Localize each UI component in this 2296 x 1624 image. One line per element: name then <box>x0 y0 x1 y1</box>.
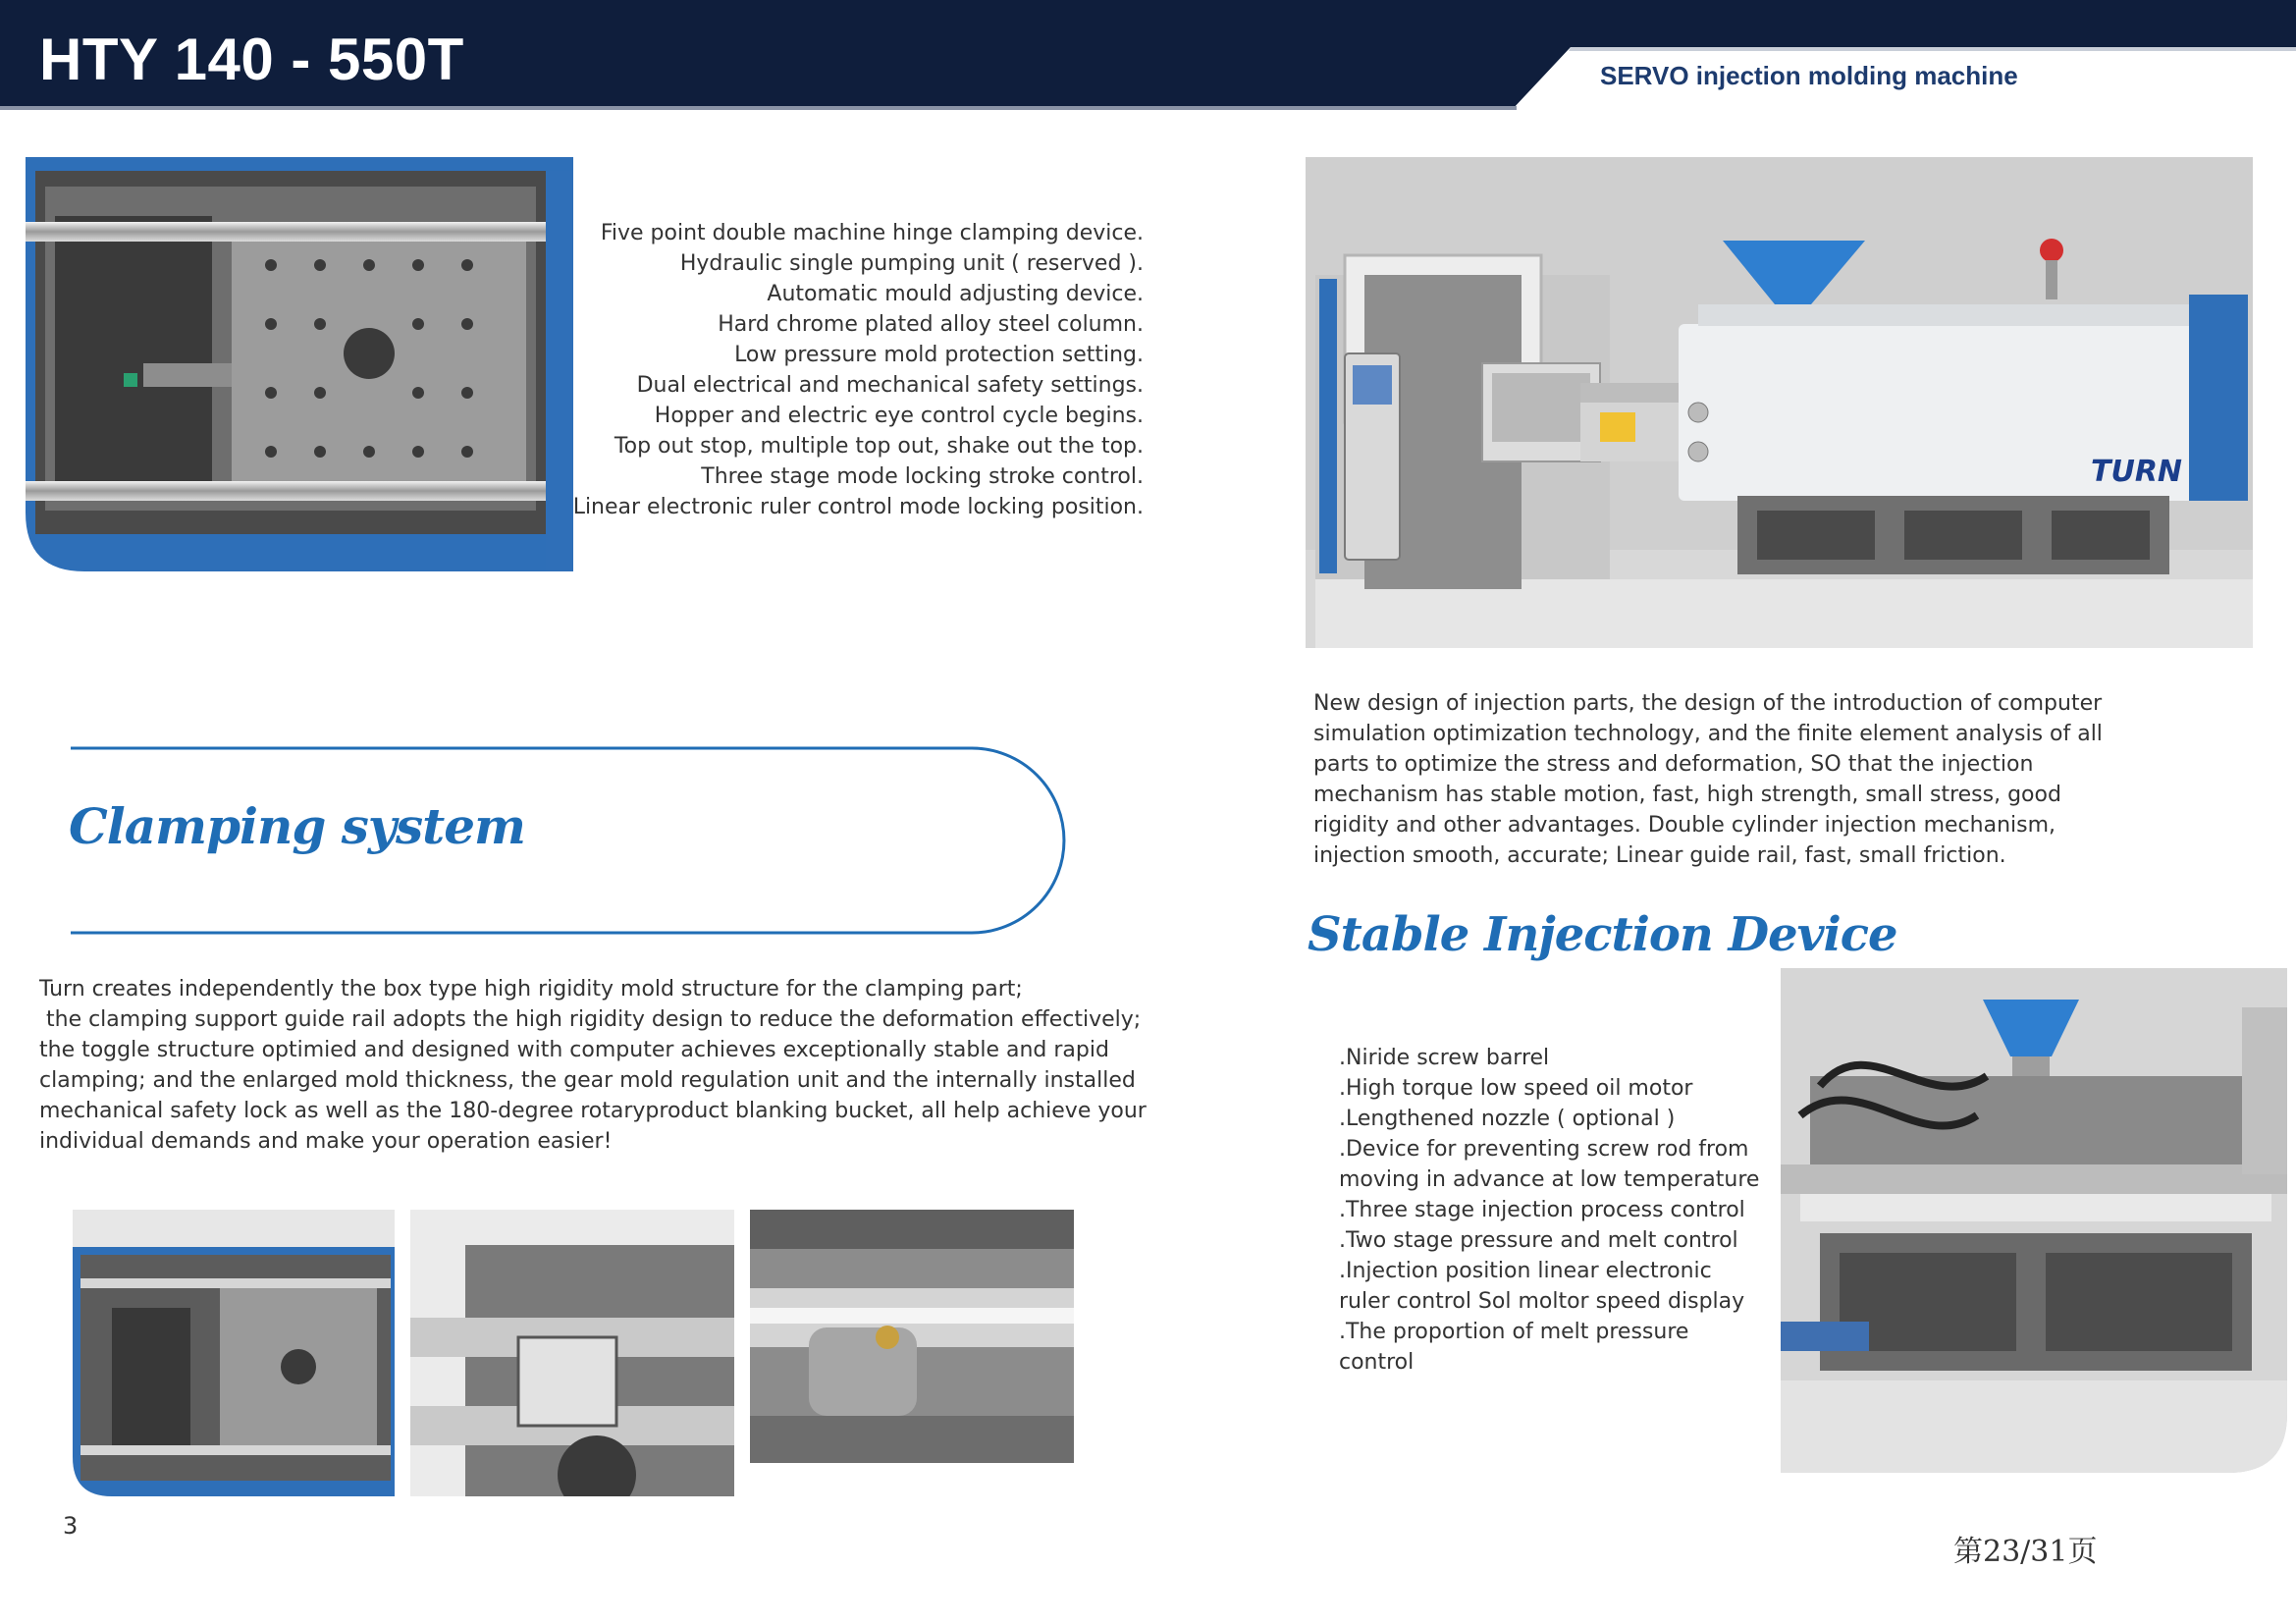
list-item: Low pressure mold protection setting. <box>734 343 1144 367</box>
injection-description <box>1313 688 2103 871</box>
list-item: .High torque low speed oil motor <box>1339 1076 1693 1101</box>
list-item: Hard chrome plated alloy steel column. <box>718 312 1144 337</box>
list-item: Linear electronic ruler control mode locking position. <box>572 495 1144 519</box>
clamping-feature-list <box>573 218 1144 522</box>
list-item: Five point double machine hinge clamping device. <box>600 221 1144 245</box>
stable-injection-heading: Stable Injection Device <box>1308 907 1897 962</box>
list-item: Hopper and electric eye control cycle begins. <box>654 404 1144 428</box>
paragraph-line: individual demands and make your operation easier! <box>39 1129 613 1154</box>
list-item: Hydraulic single pumping unit ( reserved ). <box>679 251 1144 276</box>
clamping-description <box>39 974 1147 1157</box>
toggle-detail-photo <box>73 1210 395 1496</box>
page-title: HTY 140 - 550T <box>39 27 464 92</box>
paragraph-line: parts to optimize the stress and deformation, SO that the injection <box>1313 752 2034 777</box>
page-number: 3 <box>63 1512 79 1540</box>
list-item: Dual electrical and mechanical safety settings. <box>636 373 1144 398</box>
paragraph-line: mechanical safety lock as well as the 180-degree rotaryproduct blanking bucket, all help achieve your <box>39 1099 1147 1123</box>
list-item: .Device for preventing screw rod from <box>1339 1137 1749 1162</box>
paragraph-line: the clamping support guide rail adopts the high rigidity design to reduce the deformation effectively; <box>39 1007 1142 1032</box>
paragraph-line: simulation optimization technology, and the finite element analysis of all <box>1313 722 2103 746</box>
paragraph-line: injection smooth, accurate; Linear guide rail, fast, small friction. <box>1313 843 2006 868</box>
list-item: Three stage mode locking stroke control. <box>701 464 1144 489</box>
injection-feature-list <box>1339 1043 1771 1378</box>
mold-frame-photo <box>410 1210 734 1496</box>
clamping-system-heading: Clamping system <box>69 797 525 855</box>
list-item: Top out stop, multiple top out, shake out the top. <box>614 434 1144 459</box>
clamping-unit-photo <box>26 157 573 571</box>
paragraph-line: the toggle structure optimied and designed with computer achieves exceptionally stable and rapid <box>39 1038 1109 1062</box>
list-item: .Niride screw barrel <box>1339 1046 1550 1070</box>
list-item: .Lengthened nozzle ( optional ) <box>1339 1107 1676 1131</box>
page-subtitle: SERVO injection molding machine <box>1600 61 2018 90</box>
injection-unit-photo <box>1781 968 2287 1473</box>
list-item: ruler control Sol moltor speed display <box>1339 1289 1745 1314</box>
list-item: moving in advance at low temperature <box>1339 1167 1760 1192</box>
page-count: 第23/31页 <box>1953 1535 2098 1569</box>
machine-brand-label: TURN <box>2091 455 2183 489</box>
paragraph-line: clamping; and the enlarged mold thickness, the gear mold regulation unit and the internally installed <box>39 1068 1136 1093</box>
list-item: .Injection position linear electronic <box>1339 1259 1712 1283</box>
machine-photo <box>1306 157 2253 648</box>
list-item: .The proportion of melt pressure <box>1339 1320 1689 1344</box>
list-item: control <box>1339 1350 1415 1375</box>
list-item: .Three stage injection process control <box>1339 1198 1745 1222</box>
list-item: Automatic mould adjusting device. <box>767 282 1144 306</box>
paragraph-line: Turn creates independently the box type high rigidity mold structure for the clamping part; <box>39 977 1023 1001</box>
paragraph-line: mechanism has stable motion, fast, high strength, small stress, good <box>1313 783 2061 807</box>
paragraph-line: New design of injection parts, the design of the introduction of computer <box>1313 691 2103 716</box>
list-item: .Two stage pressure and melt control <box>1339 1228 1738 1253</box>
cylinder-detail-photo <box>750 1210 1074 1463</box>
paragraph-line: rigidity and other advantages. Double cylinder injection mechanism, <box>1313 813 2056 838</box>
